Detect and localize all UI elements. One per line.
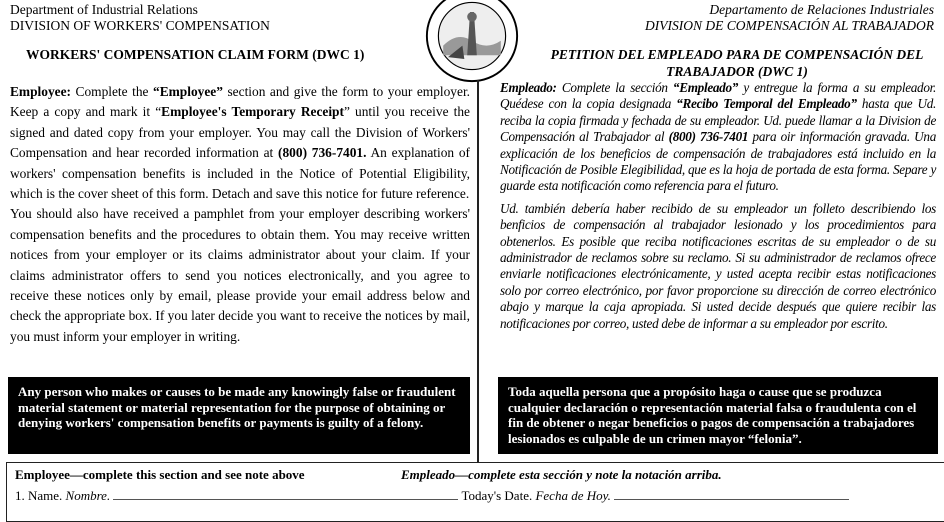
phone-number: (800) 736-7401. <box>278 145 367 161</box>
california-seal-logo <box>424 0 520 84</box>
name-row <box>15 487 849 504</box>
text-bold: “Employee” <box>153 84 223 99</box>
division-name: DIVISION OF WORKERS' COMPENSATION <box>10 18 270 33</box>
felony-warning-english: Any person who makes or causes to be made any knowingly false or fraudulent material statement or material representation for the purpose of obtaining or denying workers' compensation benefits or payments is guilty of a felony. <box>8 377 470 454</box>
text-bold: “Empleado” <box>672 80 739 95</box>
employee-section <box>6 462 944 522</box>
department-name: Department of Industrial Relations <box>10 2 198 17</box>
empleado-label: Empleado: <box>500 80 557 95</box>
text-bold: “Recibo Temporal del Empleado” <box>676 96 857 112</box>
division-name-es: DIVISION DE COMPENSACIÓN AL TRABAJADOR <box>645 18 934 33</box>
english-instructions <box>10 82 470 347</box>
name-label-es: Nombre. <box>65 488 111 503</box>
column-divider <box>477 80 479 463</box>
date-label: Today's Date. <box>461 488 533 503</box>
section-heading-english: Employee—complete this section and see note above <box>15 467 305 482</box>
english-paragraph-1 <box>10 82 470 204</box>
spanish-paragraph-1 <box>500 80 936 195</box>
name-field[interactable] <box>113 487 458 500</box>
text: para oir información gravada. Una explicación de los beneficios de compensación de trabajadores está incluido en la Notificación de Posible Elegibilidad, que es la hoja de portada de esta forma. Separe y guarde esta notificación como referencia para el futuro. <box>500 129 936 194</box>
date-field[interactable] <box>614 487 849 500</box>
date-label-es: Fecha de Hoy. <box>535 488 611 503</box>
text: y entregue la forma a su empleador. Quédese con la copia designada <box>500 80 936 112</box>
text-bold: Employee's Temporary Receipt <box>161 104 344 120</box>
department-name-es: Departamento de Relaciones Industriales <box>709 2 934 17</box>
felony-warning-spanish: Toda aquella persona que a propósito haga o cause que se produzca cualquier declaración o representación material falsa o fraudulenta con el fin de obtener o negar beneficios o pagos de compensación a trabajadores lesionados es culpable de un crimen mayor “felonia”. <box>498 377 938 454</box>
header-right <box>645 2 934 34</box>
section-heading-spanish: Empleado—complete esta sección y note la notación arriba. <box>401 467 722 482</box>
text: ” until you receive the signed and dated copy from your employer. You may call the Division of Workers' Compensation and hear recorded information at <box>10 104 471 161</box>
form-title-spanish: PETITION DEL EMPLEADO PARA DE COMPENSACIÓN DEL TRABAJADOR (DWC 1) <box>550 47 924 79</box>
employee-label: Employee: <box>10 84 71 99</box>
spanish-paragraph-2: Ud. también debería haber recibido de su empleador un folleto describiendo los benficios de compensación al trabajador lesionado y los procedimientos para obtenerlos. Es posible que reciba notificaciones escritas de su empleador o de su administrador de reclamos sobre su reclamo. Si su administrador de reclamos ofrece enviarle notificaciones electrónicamente, y usted acepta recibir estas notificaciones solo por correo electrónico, por favor proporcione su dirección de correo electrónico abajo y marque la caja apropiada. Si usted decide después que quiere recibir las notificaciones por correo, usted debe de informar a su empleador por escrito. <box>500 200 936 331</box>
english-paragraph-2: You should also have received a pamphlet from your employer describing workers' compensation benefits and the procedures to obtain them. You may receive written notices from your employer or its claims administrator about your claim. If your claims administrator offers to send you notices electronically, and you agree to receive these notices only by email, please provide your email address below and check the appropriate box. If you later decide you want to receive the notices by mail, you must inform your employer in writing. <box>10 206 470 344</box>
text: Complete la sección <box>556 80 673 95</box>
text: section and give the form to your employer. Keep a copy and mark it “ <box>10 84 471 120</box>
phone-number: (800) 736-7401 <box>668 129 749 145</box>
text: Complete the <box>71 84 154 99</box>
text: An explanation of workers' compensation benefits is included in the Notice of Potential Eligibility, which is the cover sheet of this form. Detach and save this notice for future reference. <box>10 145 471 202</box>
header-left <box>10 2 270 34</box>
form-title-english: WORKERS' COMPENSATION CLAIM FORM (DWC 1) <box>26 47 365 62</box>
name-label: 1. Name. <box>15 488 63 503</box>
spanish-instructions <box>500 80 936 332</box>
text: hasta que Ud. reciba la copia firmada y fechada de su empleador. Ud. puede llamar a la Division de Compensación al Trabajador al <box>500 96 936 145</box>
